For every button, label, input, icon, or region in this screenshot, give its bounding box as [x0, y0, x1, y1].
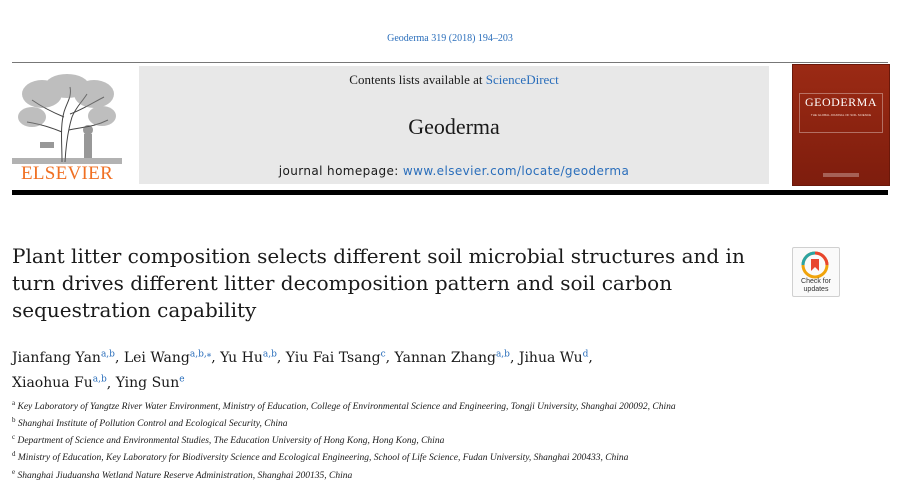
sciencedirect-link[interactable]: ScienceDirect	[485, 72, 559, 87]
affiliation-key: e	[12, 467, 16, 476]
header-thick-divider	[12, 190, 888, 195]
cover-subtitle: THE GLOBAL JOURNAL OF SOIL SCIENCE	[810, 113, 872, 117]
author-affiliation-sup[interactable]: c	[380, 349, 386, 359]
publisher-wordmark: ELSEVIER	[20, 163, 114, 184]
author-affiliation-sup[interactable]: a,b	[100, 349, 115, 359]
affiliation-item: $^a$ Key Laboratory of Yangtze River Water Environment, Ministry of Education, College of Environmental Science and Engineering, Tongji University, Shanghai 200092, China	[12, 399, 676, 413]
author[interactable]: Lei Wang$^{a,b,⁎}$	[123, 349, 212, 366]
author-affiliation-sup[interactable]: a,b	[495, 349, 510, 359]
author[interactable]: Jianfang Yan$^{a,b}$	[12, 349, 115, 366]
journal-cover-thumbnail[interactable]	[792, 64, 890, 186]
journal-name: Geoderma	[408, 114, 500, 139]
affiliation-key: c	[12, 433, 16, 442]
author-affiliation-sup[interactable]: d	[582, 349, 589, 359]
affiliation-key: b	[12, 416, 16, 425]
check-label-line2: updates	[803, 286, 829, 293]
affiliation-key: d	[12, 450, 16, 459]
author[interactable]: Ying Sun$^e$	[115, 374, 185, 392]
cover-footer-mark	[823, 173, 859, 177]
check-for-updates-label	[793, 278, 839, 294]
top-divider	[12, 62, 888, 63]
author-affiliation-sup[interactable]: e	[179, 374, 185, 385]
affiliation-item: $^b$ Shanghai Institute of Pollution Control and Ecological Security, China	[12, 416, 288, 430]
cover-title: GEODERMA	[805, 95, 877, 109]
author[interactable]: Yiu Fai Tsang$^c$	[285, 349, 386, 366]
author[interactable]: Yannan Zhang$^{a,b}$	[394, 349, 510, 366]
author[interactable]: Xiaohua Fu$^{a,b}$	[12, 374, 107, 392]
journal-masthead	[139, 66, 769, 184]
author[interactable]: Yu Hu$^{a,b}$	[220, 349, 277, 366]
homepage-line	[139, 164, 769, 178]
author-affiliation-sup[interactable]: a,b	[92, 374, 107, 385]
homepage-prefix: journal homepage:	[278, 164, 403, 178]
author[interactable]: Jihua Wu$^d$	[518, 349, 589, 366]
contents-prefix: Contents lists available at	[349, 72, 486, 87]
author-list: Jianfang Yan$^{a,b}$, Lei Wang$^{a,b,⁎}$, Yu Hu$^{a,b}$, Yiu Fai Tsang$^c$, Yannan Zhang$^{a,b}$, Jihua Wu$^d$, Xiaohua Fu$^{a,b}$, Ying Sun$^e$	[12, 349, 593, 392]
affiliation-item: $^e$ Shanghai Jiuduansha Wetland Nature Reserve Administration, Shanghai 200135, China	[12, 467, 353, 481]
journal-citation[interactable]: Geoderma 319 (2018) 194–203	[387, 33, 513, 44]
homepage-link[interactable]: www.elsevier.com/locate/geoderma	[402, 164, 630, 178]
article-title: Plant litter composition selects different soil microbial structures and in turn drives different litter decomposition pattern and soil carbon sequestration capability	[12, 244, 745, 322]
affiliation-item: $^d$ Ministry of Education, Key Laboratory for Biodiversity Science and Ecological Engineering, School of Life Science, Fudan University, Shanghai 200433, China	[12, 450, 629, 464]
affiliation-key: a	[12, 399, 16, 407]
check-label-line1: Check for	[801, 278, 831, 285]
contents-line	[139, 72, 769, 88]
check-for-updates-button[interactable]	[792, 247, 840, 297]
author-affiliation-sup[interactable]: a,b,⁎	[189, 349, 212, 359]
affiliation-item: $^c$ Department of Science and Environmental Studies, The Education University of Hong Kong, Hong Kong, China	[12, 433, 445, 447]
check-for-updates-icon	[801, 251, 829, 279]
affiliation-list	[12, 397, 812, 483]
author-affiliation-sup[interactable]: a,b	[262, 349, 277, 359]
